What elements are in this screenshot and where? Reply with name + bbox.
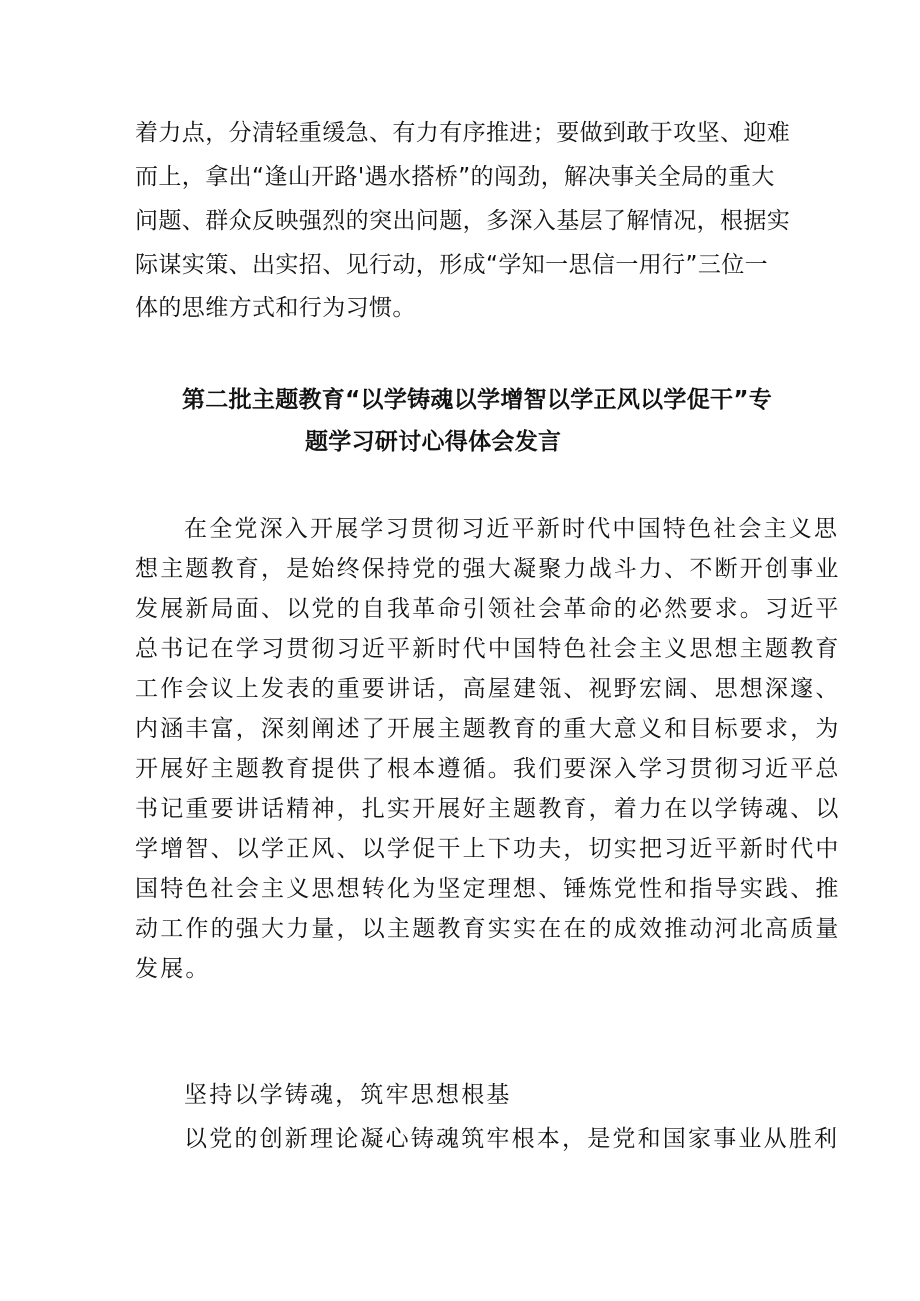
paragraph-line: 动工作的强大力量，以主题教育实实在在的成效推动河北高质量 bbox=[135, 916, 841, 942]
title-line: 题学习研讨心得体会发言 bbox=[305, 429, 562, 455]
paragraph-line: 学增智、以学正风、以学促干上下功夫，切实把习近平新时代中 bbox=[135, 836, 841, 862]
paragraph-line: 体的思维方式和行为习惯。 bbox=[135, 295, 416, 321]
paragraph-line: 着力点，分清轻重缓急、有力有序推进；要做到敢于攻坚、迎难 bbox=[135, 120, 791, 146]
paragraph-line: 问题、群众反映强烈的突出问题，多深入基层了解情况，根据实 bbox=[135, 208, 791, 234]
paragraph-line: 而上，拿出“逢山开路'遇水搭桥”的闯劲，解决事关全局的重大 bbox=[135, 164, 775, 190]
paragraph-line: 国特色社会主义思想转化为坚定理想、锤炼党性和指导实践、推 bbox=[135, 876, 841, 902]
paragraph-line: 发展新局面、以党的自我革命引领社会革命的必然要求。习近平 bbox=[135, 596, 841, 622]
paragraph-line: 在全党深入开展学习贯彻习近平新时代中国特色社会主义思 bbox=[184, 516, 840, 542]
paragraph-line: 开展好主题教育提供了根本遵循。我们要深入学习贯彻习近平总 bbox=[135, 756, 841, 782]
paragraph-line: 际谋实策、出实招、见行动，形成“学知一思信一用行”三位一 bbox=[135, 252, 769, 278]
paragraph-line: 书记重要讲话精神，扎实开展好主题教育，着力在以学铸魂、以 bbox=[135, 796, 841, 822]
paragraph-line: 总书记在学习贯彻习近平新时代中国特色社会主义思想主题教育 bbox=[135, 636, 841, 662]
paragraph-line: 工作会议上发表的重要讲话，高屋建瓴、视野宏阔、思想深邃、 bbox=[135, 676, 841, 702]
title-line: 第二批主题教育“以学铸魂以学增智以学正风以学促干”专 bbox=[182, 387, 773, 413]
paragraph-line: 发展。 bbox=[135, 956, 211, 982]
section-heading: 坚持以学铸魂，筑牢思想根基 bbox=[184, 1082, 512, 1108]
paragraph-line: 以党的创新理论凝心铸魂筑牢根本，是党和国家事业从胜利 bbox=[184, 1126, 840, 1152]
paragraph-line: 想主题教育，是始终保持党的强大凝聚力战斗力、不断开创事业 bbox=[135, 556, 841, 582]
paragraph-line: 内涵丰富，深刻阐述了开展主题教育的重大意义和目标要求，为 bbox=[135, 716, 841, 742]
